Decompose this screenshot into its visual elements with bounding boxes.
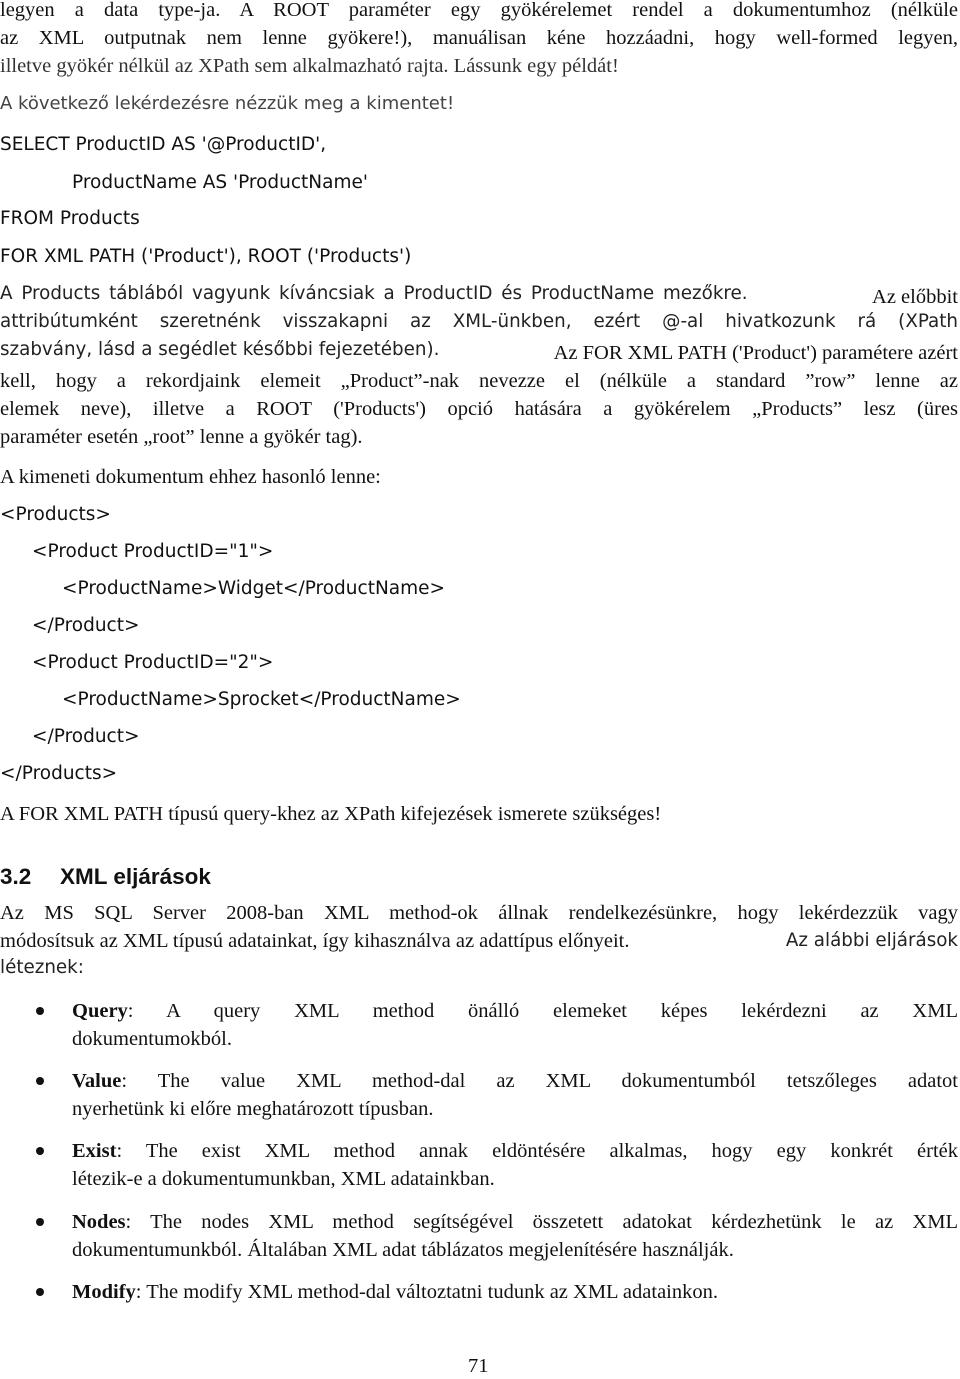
explain-line-1	[0, 283, 958, 311]
bullet-dot-icon	[36, 1147, 44, 1155]
list-item-term: Nodes	[72, 1211, 126, 1233]
code-line: FROM Products	[0, 208, 140, 229]
bullet-dot-icon	[36, 1007, 44, 1015]
list-item-text: : The nodes XML method segítségével összetett adatokat kérdezhetünk le az XML	[125, 1211, 958, 1233]
bullet-dot-icon	[36, 1218, 44, 1226]
xml-line: <Product ProductID="2">	[32, 652, 274, 673]
list-item-term: Modify	[72, 1281, 136, 1303]
list-item-line-1	[72, 1067, 958, 1095]
list-item-line-2: nyerhetünk ki előre meghatározott típusban.	[72, 1098, 434, 1120]
list-item-term: Value	[72, 1070, 122, 1092]
explain-text-serif: Az FOR XML PATH ('Product') paramétere azért	[553, 342, 958, 364]
list-item	[72, 1137, 958, 1193]
code-line: SELECT ProductID AS '@ProductID',	[0, 134, 327, 155]
explain-line-2: attribútumként szeretnénk visszakapni az XML-ünkben, ezért @-al hivatkozunk rá (XPath	[0, 311, 958, 332]
explain-text-sans: A Products táblából vagyunk kíváncsiak a ProductID és ProductName mezőkre.	[0, 283, 748, 304]
list-item-line-1	[72, 1208, 958, 1236]
list-item-line-1	[72, 997, 958, 1025]
section-title: XML eljárások	[60, 864, 211, 889]
list-item	[72, 1278, 958, 1306]
list-item	[72, 997, 958, 1053]
explain-line-4: kell, hogy a rekordjaink elemeit „Product”-nak nevezze el (nélküle a standard ”row” lenne az	[0, 370, 958, 392]
xml-line: <Products>	[0, 504, 111, 525]
explain-text-serif: Az előbbit	[872, 286, 958, 308]
xml-line: <Product ProductID="1">	[32, 541, 274, 562]
list-item-term: Query	[72, 1000, 128, 1022]
xml-line: <ProductName>Sprocket</ProductName>	[62, 689, 461, 710]
list-item-text: : The modify XML method-dal változtatni tudunk az XML adatainkon.	[135, 1281, 718, 1303]
list-item-line-2: létezik-e a dokumentumunkban, XML adatainkban.	[72, 1168, 495, 1190]
section-text-serif: módosítsuk az XML típusú adatainkat, így kihasználva az adattípus előnyeit.	[0, 930, 630, 952]
query-intro: A következő lekérdezésre nézzük meg a kimentet!	[0, 93, 455, 114]
bullet-dot-icon	[36, 1077, 44, 1085]
list-item-text: : The exist XML method annak eldöntésére alkalmas, hogy egy konkrét érték	[116, 1140, 958, 1162]
xpath-note: A FOR XML PATH típusú query-khez az XPath kifejezések ismerete szükséges!	[0, 803, 662, 825]
list-item-line-1	[72, 1278, 958, 1306]
code-line: ProductName AS 'ProductName'	[72, 172, 368, 193]
explain-text-sans: szabvány, lásd a segédlet későbbi fejezetében).	[0, 339, 440, 360]
bullet-dot-icon	[36, 1288, 44, 1296]
section-paragraph-line-1: Az MS SQL Server 2008-ban XML method-ok állnak rendelkezésünkre, hogy lekérdezzük vagy	[0, 902, 958, 924]
explain-line-3	[0, 339, 958, 367]
intro-line-2: az XML outputnak nem lenne gyökere!), manuálisan kéne hozzáadni, hogy well-formed legyen,	[0, 27, 958, 49]
list-item-text: : A query XML method önálló elemeket képes lekérdezni az XML	[127, 1000, 958, 1022]
list-item-text: : The value XML method-dal az XML dokumentumból tetszőleges adatot	[121, 1070, 958, 1092]
section-number: 3.2	[0, 864, 32, 889]
xml-line: </Product>	[32, 726, 140, 747]
explain-line-6: paraméter esetén „root” lenne a gyökér tag).	[0, 426, 363, 448]
code-line: FOR XML PATH ('Product'), ROOT ('Products')	[0, 246, 412, 267]
section-paragraph-line-3: léteznek:	[0, 957, 84, 978]
list-item-line-2: dokumentumunkból. Általában XML adat táblázatos megjelenítésére használják.	[72, 1239, 734, 1261]
xml-line: </Products>	[0, 763, 118, 784]
intro-line-3: illetve gyökér nélkül az XPath sem alkalmazható rajta. Lássunk egy példát!	[0, 55, 619, 77]
section-paragraph-line-2	[0, 927, 958, 955]
output-intro: A kimeneti dokumentum ehhez hasonló lenne:	[0, 466, 381, 488]
list-item-line-2: dokumentumokból.	[72, 1028, 233, 1050]
page-number: 71	[468, 1355, 489, 1377]
intro-line-1: legyen a data type-ja. A ROOT paraméter egy gyökérelemet rendel a dokumentumhoz (nélküle	[0, 0, 958, 21]
section-text-sans: Az alábbi eljárások	[785, 930, 958, 951]
list-item	[72, 1067, 958, 1123]
explain-line-5: elemek neve), illetve a ROOT ('Products') opció hatására a gyökérelem „Products” lesz (üres	[0, 398, 958, 420]
list-item-term: Exist	[72, 1140, 117, 1162]
xml-line: <ProductName>Widget</ProductName>	[62, 578, 446, 599]
xml-line: </Product>	[32, 615, 140, 636]
list-item-line-1	[72, 1137, 958, 1165]
list-item	[72, 1208, 958, 1264]
